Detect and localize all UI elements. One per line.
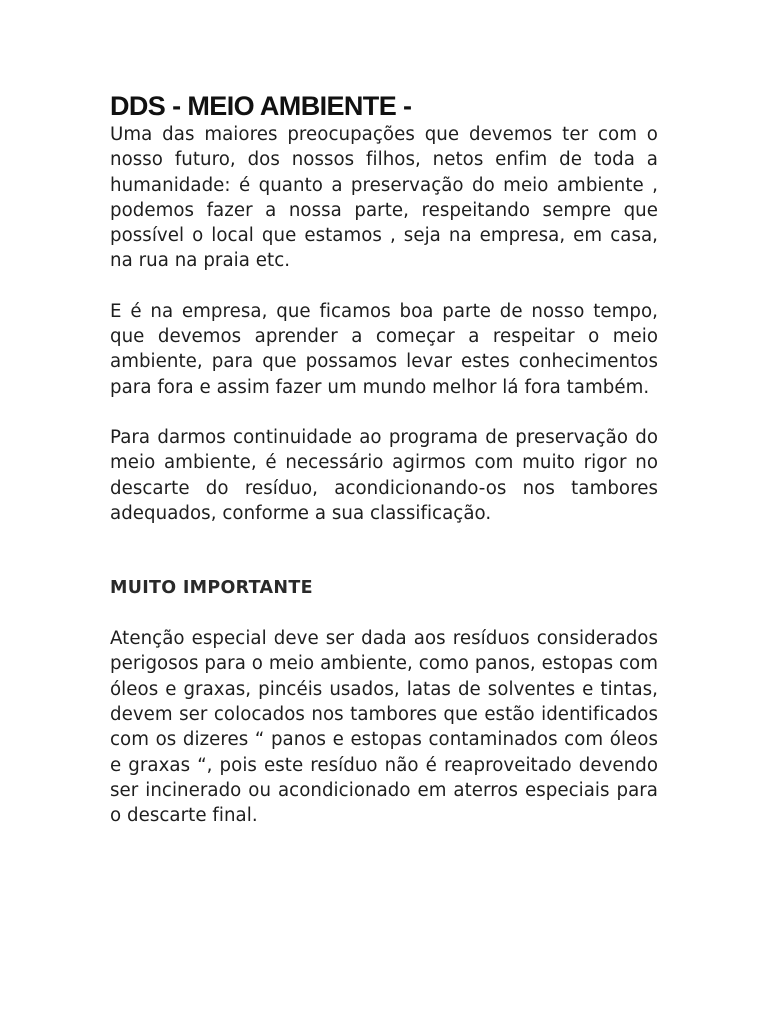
paragraph-company: E é na empresa, que ficamos boa parte de nosso tempo, que devemos aprender a começar a respeitar o meio ambiente, para que possamos levar estes conhecimentos para fora e assim fazer um mundo melhor lá fora também. [110,300,658,398]
paragraph-spacer [110,601,658,626]
document-body [110,90,658,829]
paragraph-spacer [110,400,658,425]
section-spacer [110,526,658,576]
paragraph-program: Para darmos continuidade ao programa de preservação do meio ambiente, é necessário agirmos com muito rigor no descarte do resíduo, acondicionando-os nos tambores adequados, conforme a sua classificação. [110,426,658,524]
section-heading: MUITO IMPORTANTE [110,578,313,599]
paragraph-intro: Uma das maiores preocupações que devemos ter com o nosso futuro, dos nossos filhos, netos enfim de toda a humanidade: é quanto a preservação do meio ambiente , podemos fazer a nossa parte, respeitando sempre que possível o local que estamos , seja na empresa, em casa, na rua na praia etc. [110,124,658,272]
paragraph-hazardous-waste: Atenção especial deve ser dada aos resíduos considerados perigosos para o meio ambiente, como panos, estopas com óleos e graxas, pincéis usados, latas de solventes e tintas, devem ser colocados nos tambores que estão identificados com os dizeres “ panos e estopas contaminados com óleos e graxas “, pois este resíduo não é reaproveitado devendo ser incinerado ou acondicionado em aterros especiais para o descarte final. [110,628,658,827]
document-title: DDS - MEIO AMBIENTE - [110,91,412,121]
paragraph-spacer [110,274,658,299]
